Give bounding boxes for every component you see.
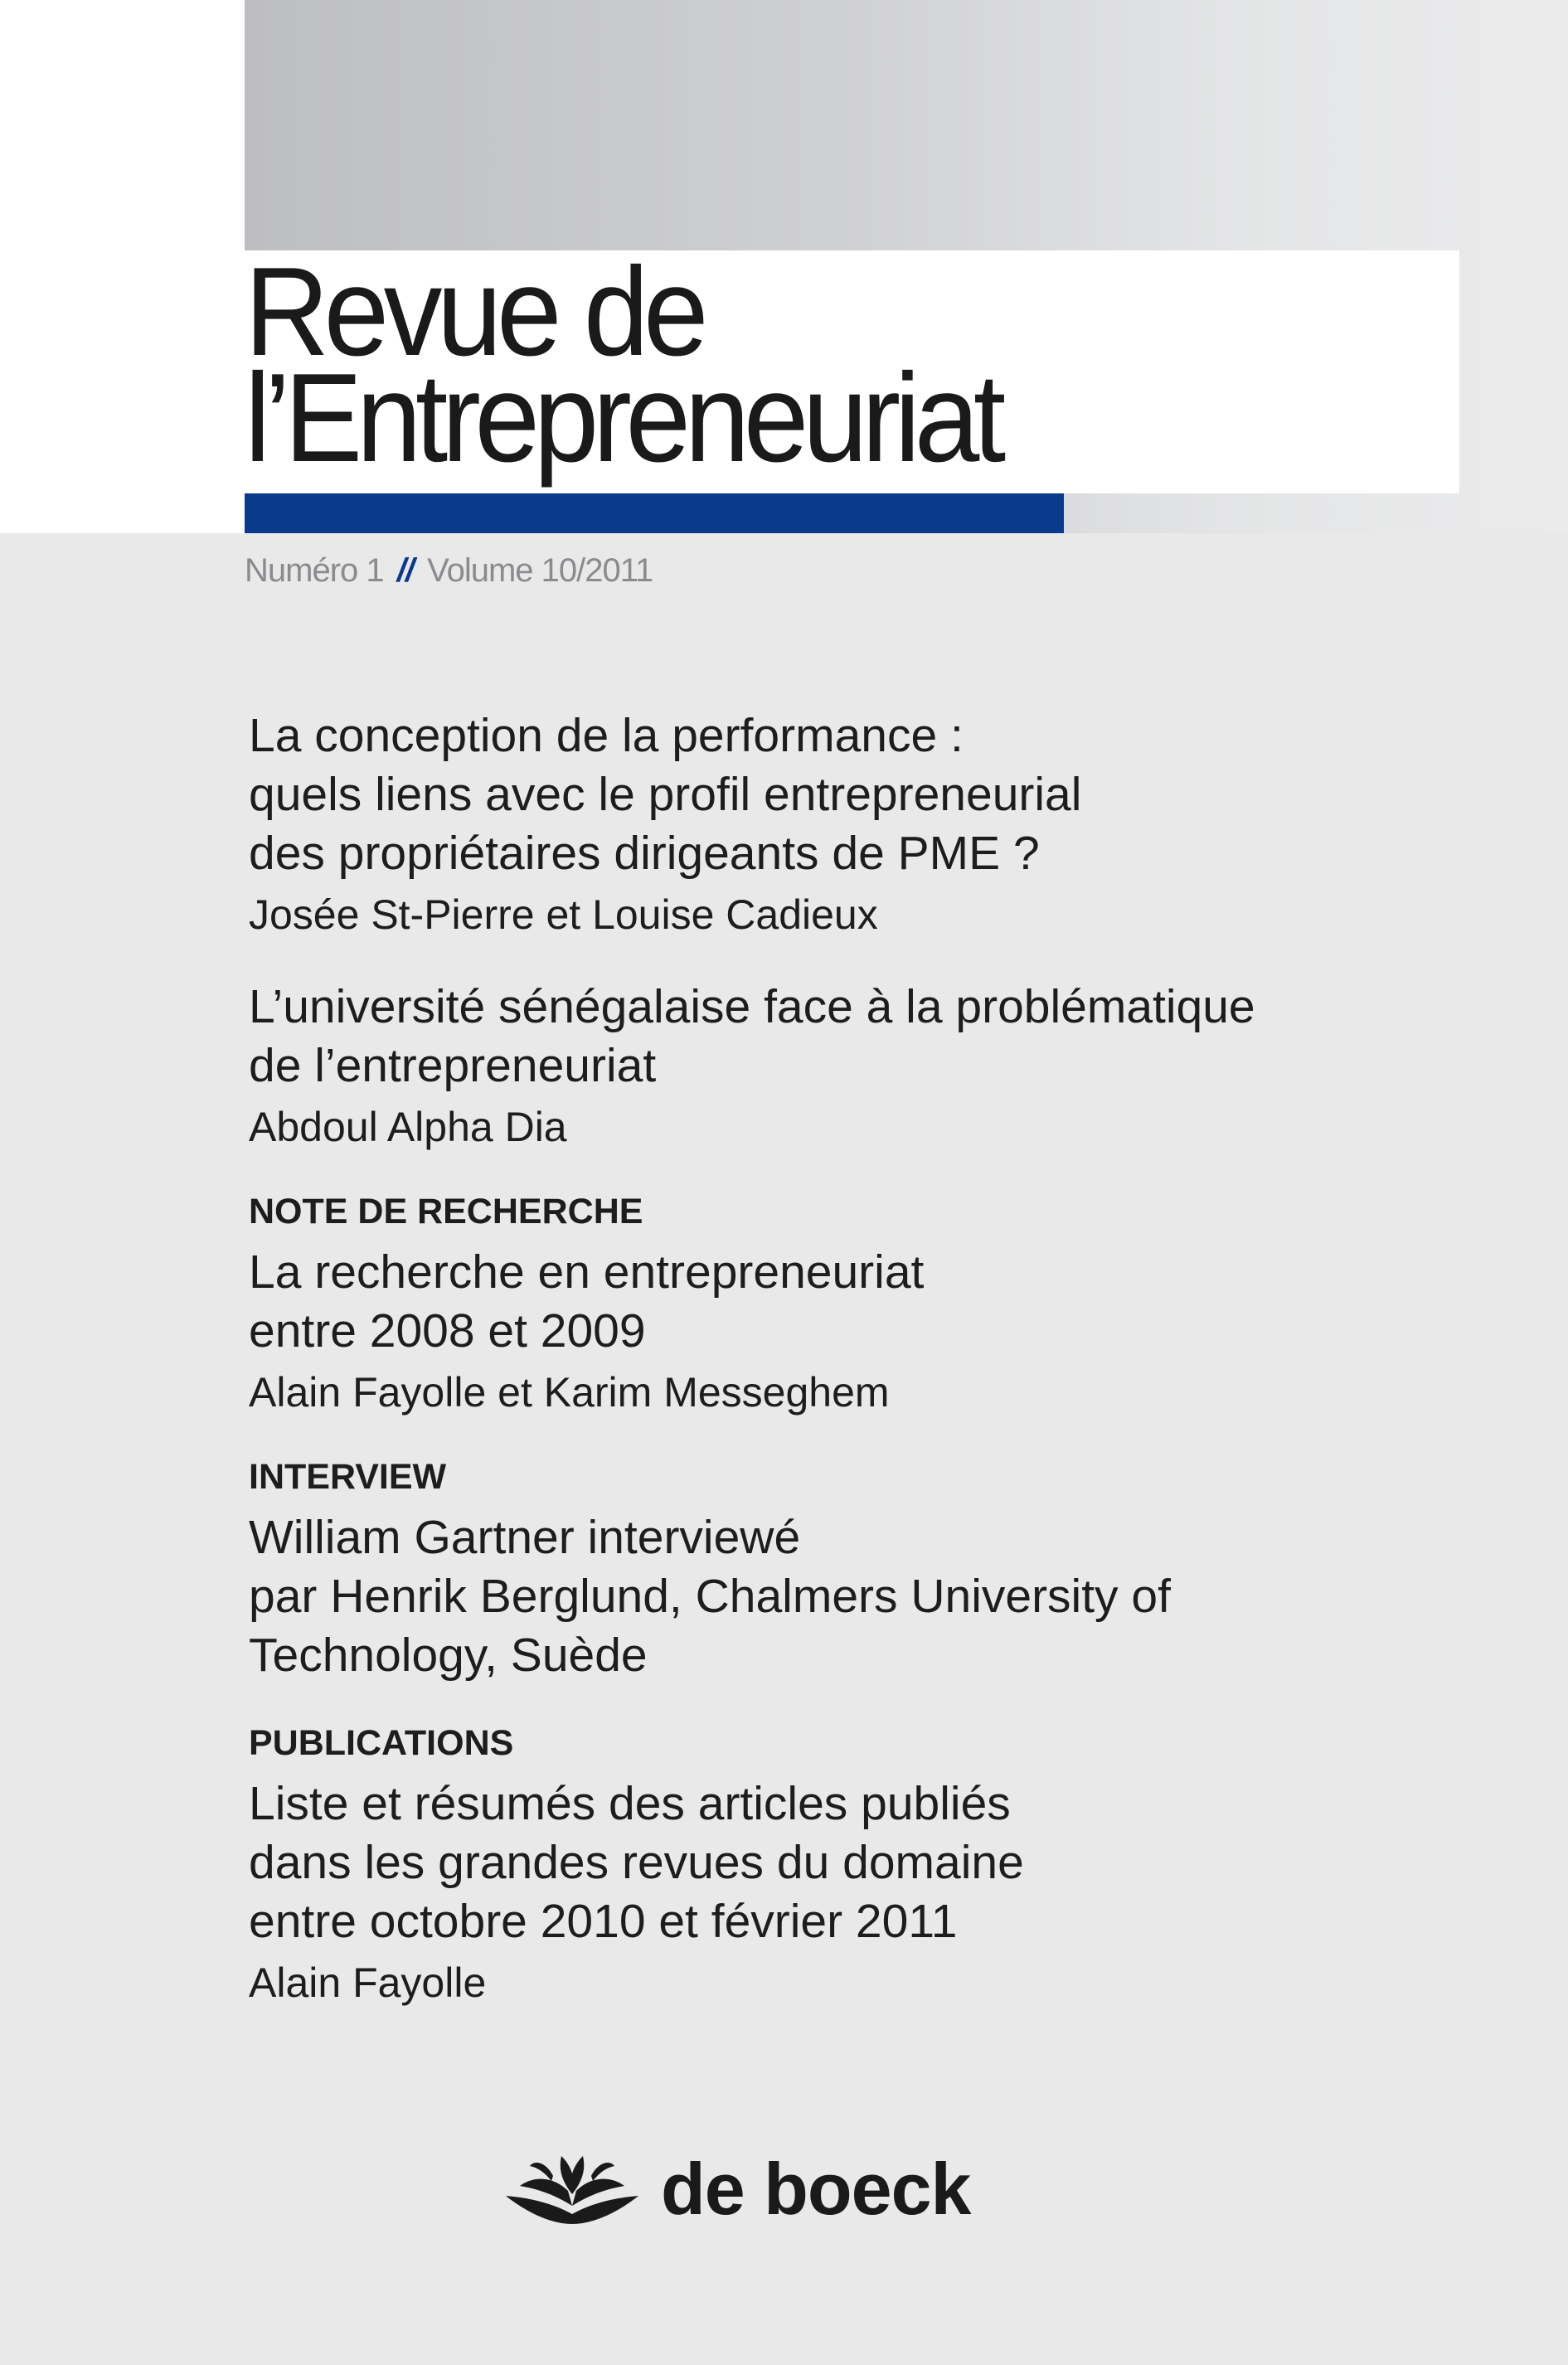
journal-title-line1: Revue de <box>245 241 704 382</box>
issue-separator: // <box>396 552 414 589</box>
article-title-line: William Gartner interviewé <box>249 1511 801 1564</box>
article-authors: Alain Fayolle et Karim Messeghem <box>249 1369 890 1416</box>
article-title-line: entre octobre 2010 et février 2011 <box>249 1895 958 1948</box>
article-title-line: entre 2008 et 2009 <box>249 1304 646 1357</box>
section-label-publications: PUBLICATIONS <box>249 1723 514 1763</box>
open-book-leaves-icon <box>502 2148 643 2231</box>
article-authors: Abdoul Alpha Dia <box>249 1104 567 1150</box>
journal-title-line2: l’Entrepreneuriat <box>245 347 1000 488</box>
article-title-line: par Henrik Berglund, Chalmers University of <box>249 1570 1171 1623</box>
article-title-line: Liste et résumés des articles publiés <box>249 1777 1011 1830</box>
article-title-line: La conception de la performance : <box>249 709 964 762</box>
issue-info <box>245 552 653 590</box>
section-label-research-note: NOTE DE RECHERCHE <box>249 1192 643 1231</box>
issue-number: Numéro 1 <box>245 552 384 589</box>
top-left-white-block <box>0 0 245 533</box>
table-of-contents <box>249 707 1451 2037</box>
article-authors: Josée St-Pierre et Louise Cadieux <box>249 891 878 938</box>
issue-volume: Volume 10/2011 <box>427 552 653 589</box>
article-title-line: La recherche en entrepreneuriat <box>249 1246 925 1299</box>
article-title-line: L’université sénégalaise face à la problématique <box>249 980 1255 1033</box>
article-title-line: dans les grandes revues du domaine <box>249 1836 1024 1889</box>
interview-entry <box>249 1508 1451 1685</box>
article-title-line: quels liens avec le profil entrepreneurial <box>249 768 1082 821</box>
article-entry <box>249 978 1451 1153</box>
article-title-line: de l’entrepreneuriat <box>249 1039 657 1092</box>
accent-bar <box>245 493 1064 533</box>
section-label-interview: INTERVIEW <box>249 1457 447 1497</box>
publications-entry <box>249 1775 1451 2009</box>
publisher-name: de boeck <box>661 2148 971 2230</box>
article-entry <box>249 707 1451 941</box>
article-authors: Alain Fayolle <box>249 1960 487 2006</box>
article-title-line: Technology, Suède <box>249 1629 648 1682</box>
research-note-entry <box>249 1243 1451 1419</box>
publisher-logo <box>502 2144 970 2235</box>
article-title-line: des propriétaires dirigeants de PME ? <box>249 827 1040 880</box>
